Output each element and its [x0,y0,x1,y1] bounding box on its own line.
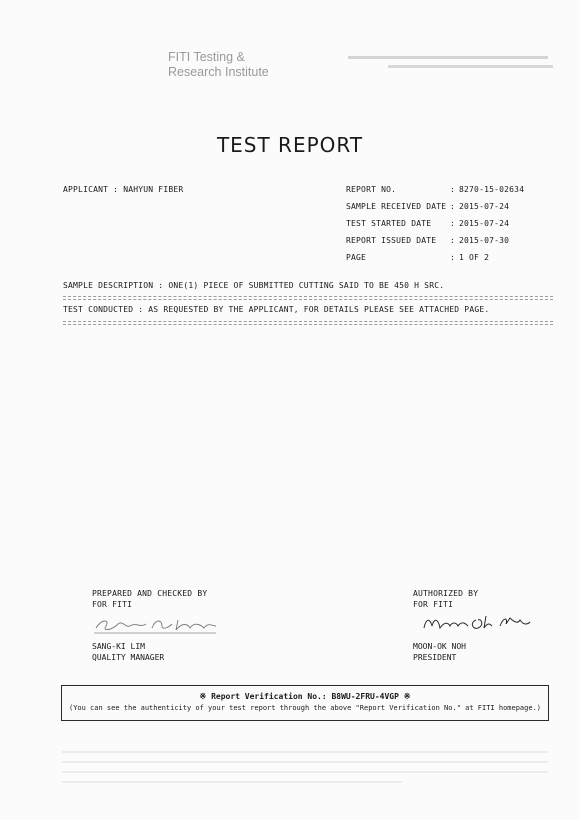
sample-description: SAMPLE DESCRIPTION : ONE(1) PIECE OF SUBMITTED CUTTING SAID TO BE 450 H SRC. [63,281,445,290]
signature-moon-ok-noh [420,612,535,636]
for-fiti-label: FOR FITI [413,600,454,609]
verification-number: ※ Report Verification No.: B8WU-2FRU-4VGP ※ [199,692,411,701]
signature-sang-ki-lim [92,614,222,636]
verification-note: (You can see the authenticity of your test report through the above "Report Verification No." at FITI homepage.) [68,704,541,712]
test-report-page: FITI Testing & Research Institute TEST REPORT APPLICANT : NAHYUN FIBER REPORT NO. : 8270-15-02634 SAMPLE RECEIVED DATE : 2015-07-24 TEST STARTED DATE : 2015-07-24 REPORT ISSUED DATE : 2015-07-30 PAGE : 1 OF 2 SAMPLE DESCRIPTION : ONE(1) PIECE OF SUBMITTED CUTTING SAID TO BE 450 H SRC. TEST CONDUCTED : AS REQUESTED BY THE APPLICANT, FOR DETAILS PLEASE SEE ATTACHED PAGE. PREPARED AND CHECKED BY FOR FITI SANG-KI LIM QUALITY MANAGER AUTHORIZED BY FOR FITI MOON-OK NOH PRESIDENT ※ Report Verification No.: B8WU-2FRU-4VGP ※ (You can see the authenticity of your test report through the above "Report Verification No." at FITI homepage.) [0,0,580,820]
report-issued-date: 2015-07-30 [459,236,510,245]
prepared-by-label: PREPARED AND CHECKED BY [92,589,208,598]
divider [63,296,553,300]
prepared-name: SANG-KI LIM [92,642,145,651]
institute-logo [168,50,269,80]
meta-label: REPORT NO. [346,185,397,194]
authorized-name: MOON-OK NOH [413,642,466,651]
footer-fine-print [62,751,548,791]
prepared-by-block [92,588,207,610]
prepared-by-signatory [92,641,164,663]
verification-box [61,685,549,721]
authorized-by-label: AUTHORIZED BY [413,589,479,598]
for-fiti-label: FOR FITI [92,600,133,609]
address-block [348,54,558,74]
page-number: 1 OF 2 [459,253,490,262]
test-conducted: TEST CONDUCTED : AS REQUESTED BY THE APPLICANT, FOR DETAILS PLEASE SEE ATTACHED PAGE. [63,305,490,314]
authorized-by-block [413,588,478,610]
meta-label: REPORT ISSUED DATE [346,236,437,245]
meta-label: TEST STARTED DATE [346,219,432,228]
prepared-role: QUALITY MANAGER [92,653,165,662]
institute-name-line2: Research Institute [168,65,269,79]
applicant: APPLICANT : NAHYUN FIBER [63,185,184,194]
meta-label: SAMPLE RECEIVED DATE [346,202,447,211]
sample-received-date: 2015-07-24 [459,202,510,211]
meta-label: PAGE [346,253,367,262]
authorized-by-signatory [413,641,466,663]
test-started-date: 2015-07-24 [459,219,510,228]
institute-name-line1: FITI Testing & [168,50,245,64]
report-number: 8270-15-02634 [459,185,525,194]
page-title: TEST REPORT [216,133,364,157]
divider [63,321,553,325]
authorized-role: PRESIDENT [413,653,457,662]
